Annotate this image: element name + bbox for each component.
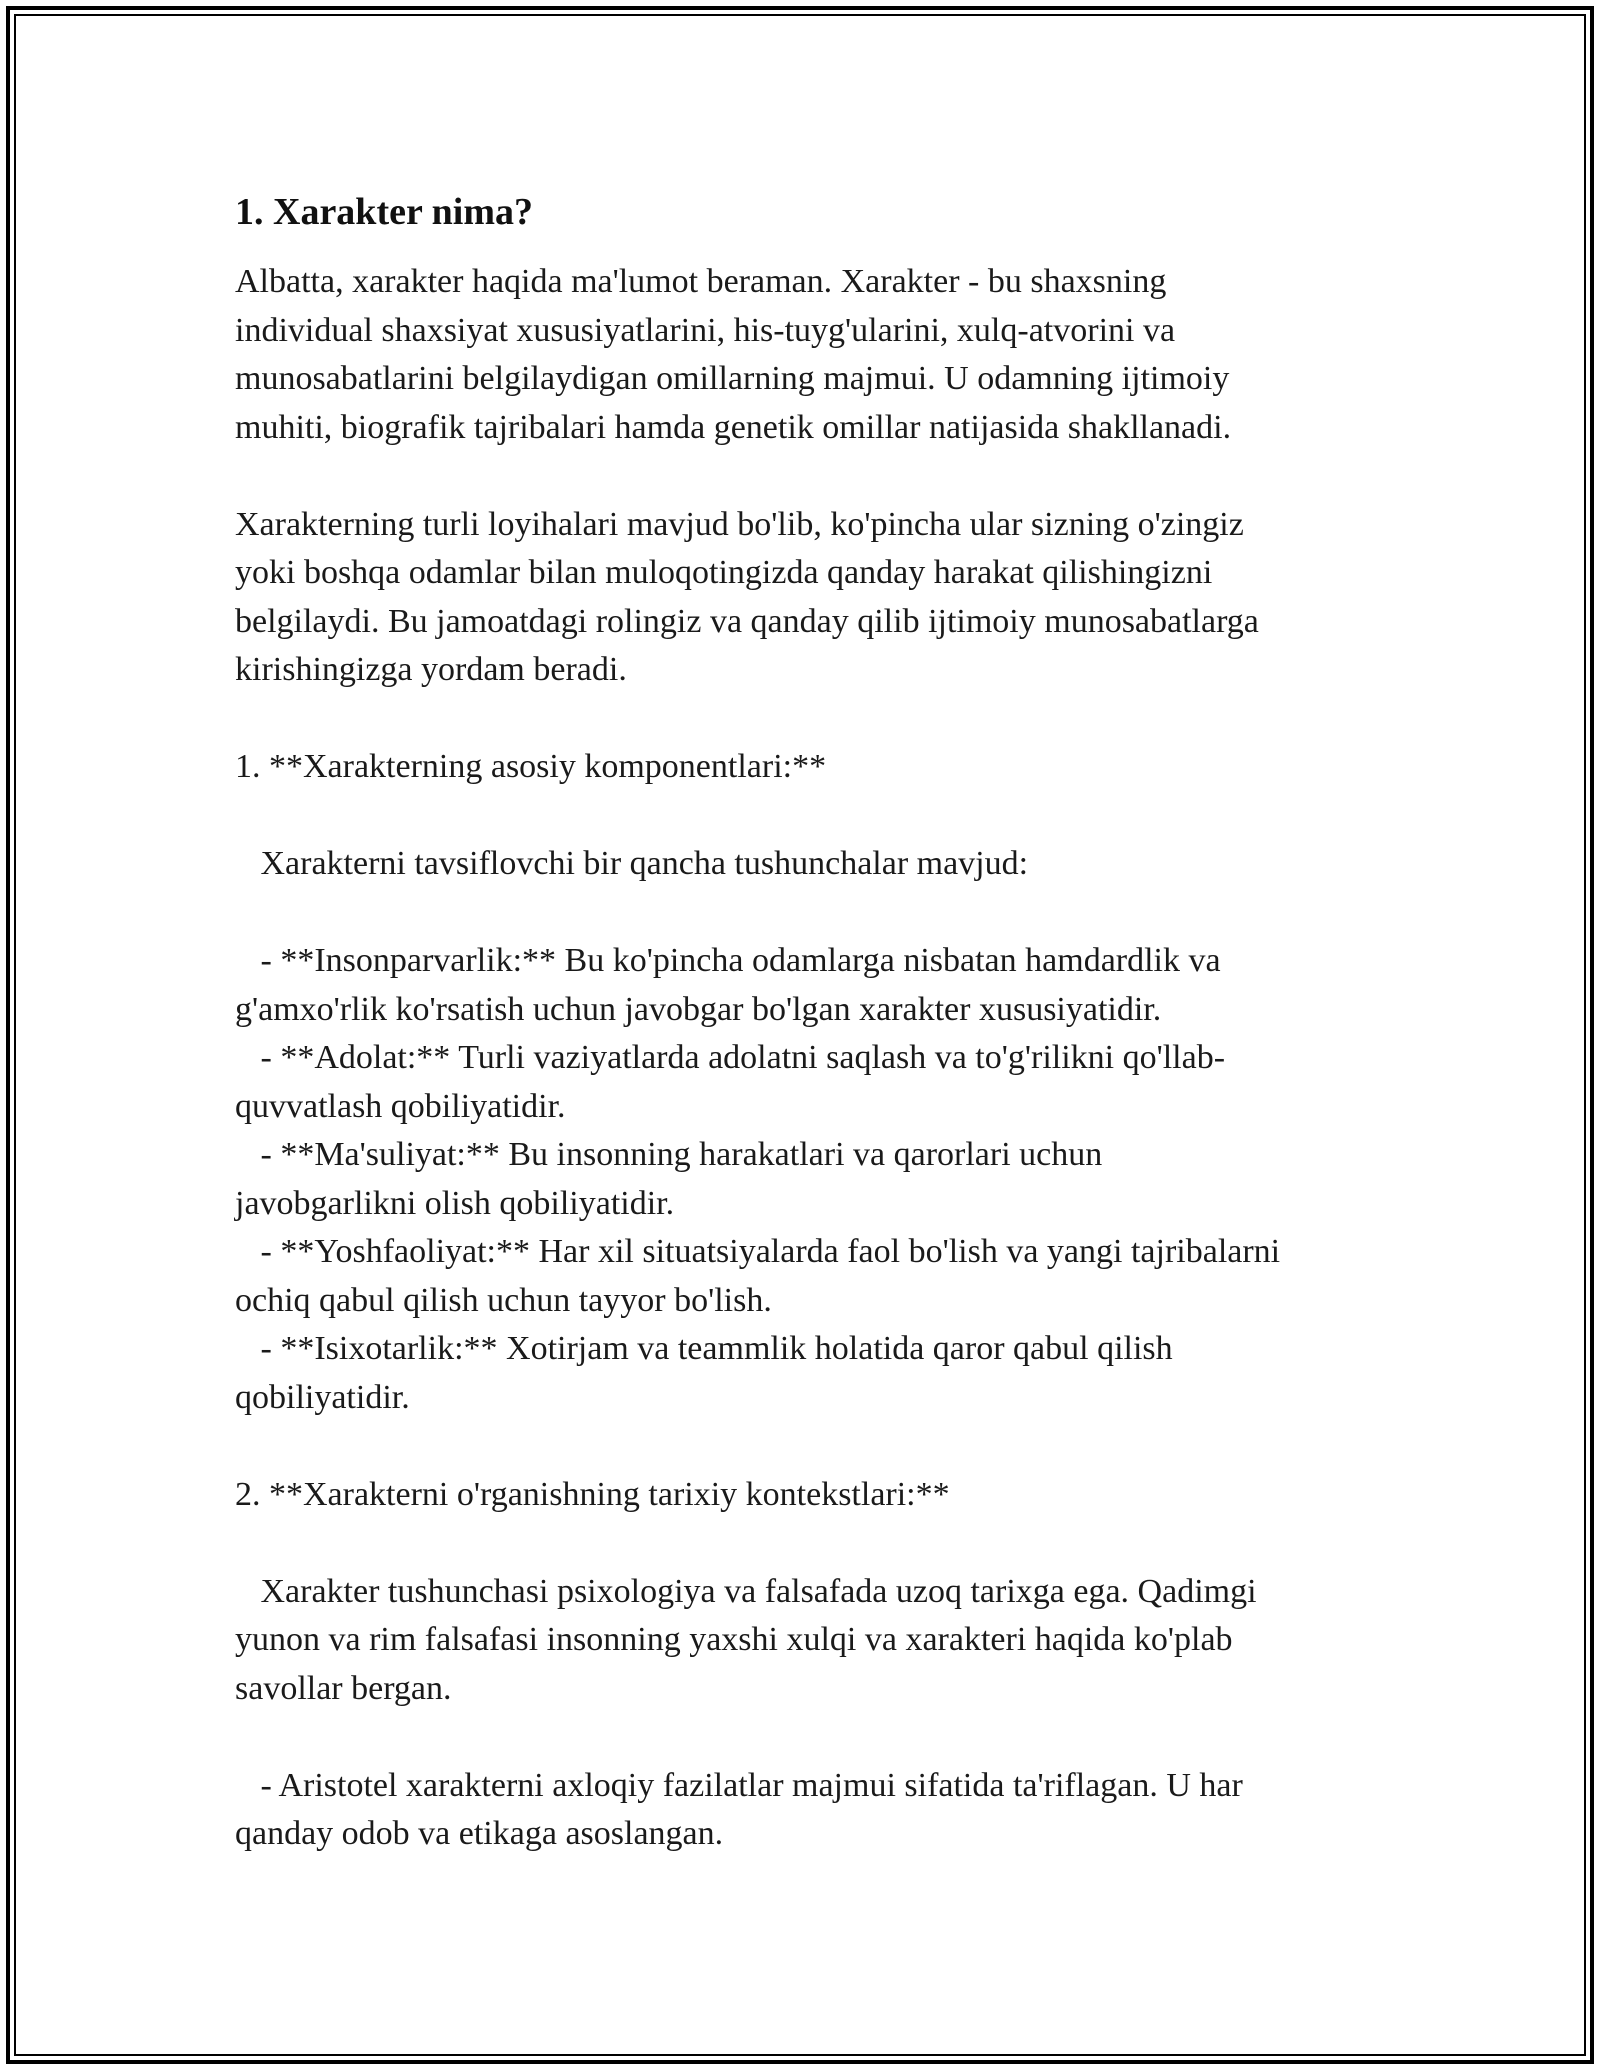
text-line: Xarakterning turli loyihalari mavjud bo'lib, ko'pincha ular sizning o'zingiz: [235, 505, 1244, 543]
blank-line: [235, 1713, 1385, 1762]
blank-line: [235, 1519, 1385, 1568]
text-line: - **Insonparvarlik:** Bu ko'pincha odamlarga nisbatan hamdardlik va: [235, 942, 1221, 979]
text-line: - **Isixotarlik:** Xotirjam va teammlik holatida qaror qabul qilish: [235, 1330, 1173, 1367]
text-line: - **Adolat:** Turli vaziyatlarda adolatni saqlash va to'g'rilikni qo'llab-: [235, 1039, 1226, 1076]
blank-line: [235, 889, 1385, 938]
text-line: qanday odob va etikaga asoslangan.: [235, 1815, 724, 1852]
text-line: yoki boshqa odamlar bilan muloqotingizda qanday harakat qilishingizni: [235, 554, 1213, 591]
text-line: - **Ma'suliyat:** Bu insonning harakatlari va qarorlari uchun: [235, 1136, 1103, 1173]
document-title: 1. Xarakter nima?: [235, 191, 533, 233]
blank-line: [235, 792, 1385, 841]
text-line: quvvatlash qobiliyatidir.: [235, 1087, 566, 1125]
text-line: 1. **Xarakterning asosiy komponentlari:**: [235, 748, 827, 785]
document-text: [235, 258, 1385, 1859]
text-line: muhiti, biografik tajribalari hamda genetik omillar natijasida shakllanadi.: [235, 408, 1232, 446]
text-line: Xarakterni tavsiflovchi bir qancha tushunchalar mavjud:: [235, 845, 1029, 882]
text-line: individual shaxsiyat xususiyatlarini, his-tuyg'ularini, xulq-atvorini va: [235, 311, 1176, 349]
blank-line: [235, 452, 1385, 501]
text-line: - Aristotel xarakterni axloqiy fazilatlar majmui sifatida ta'riflagan. U har: [235, 1766, 1243, 1804]
text-line: 2. **Xarakterni o'rganishning tarixiy kontekstlari:**: [235, 1475, 950, 1513]
text-line: belgilaydi. Bu jamoatdagi rolingiz va qanday qilib ijtimoiy munosabatlarga: [235, 602, 1259, 640]
text-line: yunon va rim falsafasi insonning yaxshi xulqi va xarakteri haqida ko'plab: [235, 1621, 1233, 1658]
text-line: - **Yoshfaoliyat:** Har xil situatsiyalarda faol bo'lish va yangi tajribalarni: [235, 1233, 1281, 1270]
text-line: Albatta, xarakter haqida ma'lumot beraman. Xarakter - bu shaxsning: [235, 263, 1167, 300]
blank-line: [235, 1422, 1385, 1471]
text-line: savollar bergan.: [235, 1669, 452, 1707]
text-line: qobiliyatidir.: [235, 1378, 410, 1416]
text-line: munosabatlarini belgilaydigan omillarning majmui. U odamning ijtimoiy: [235, 360, 1230, 397]
document-body: [235, 188, 1385, 1859]
text-line: kirishingizga yordam beradi.: [235, 651, 627, 688]
title-spacer: [235, 236, 1385, 258]
text-line: ochiq qabul qilish uchun tayyor bo'lish.: [235, 1281, 772, 1319]
text-line: Xarakter tushunchasi psixologiya va falsafada uzoq tarixga ega. Qadimgi: [235, 1572, 1257, 1610]
text-line: g'amxo'rlik ko'rsatish uchun javobgar bo'lgan xarakter xususiyatidir.: [235, 990, 1162, 1028]
blank-line: [235, 695, 1385, 744]
text-line: javobgarlikni olish qobiliyatidir.: [235, 1184, 675, 1222]
